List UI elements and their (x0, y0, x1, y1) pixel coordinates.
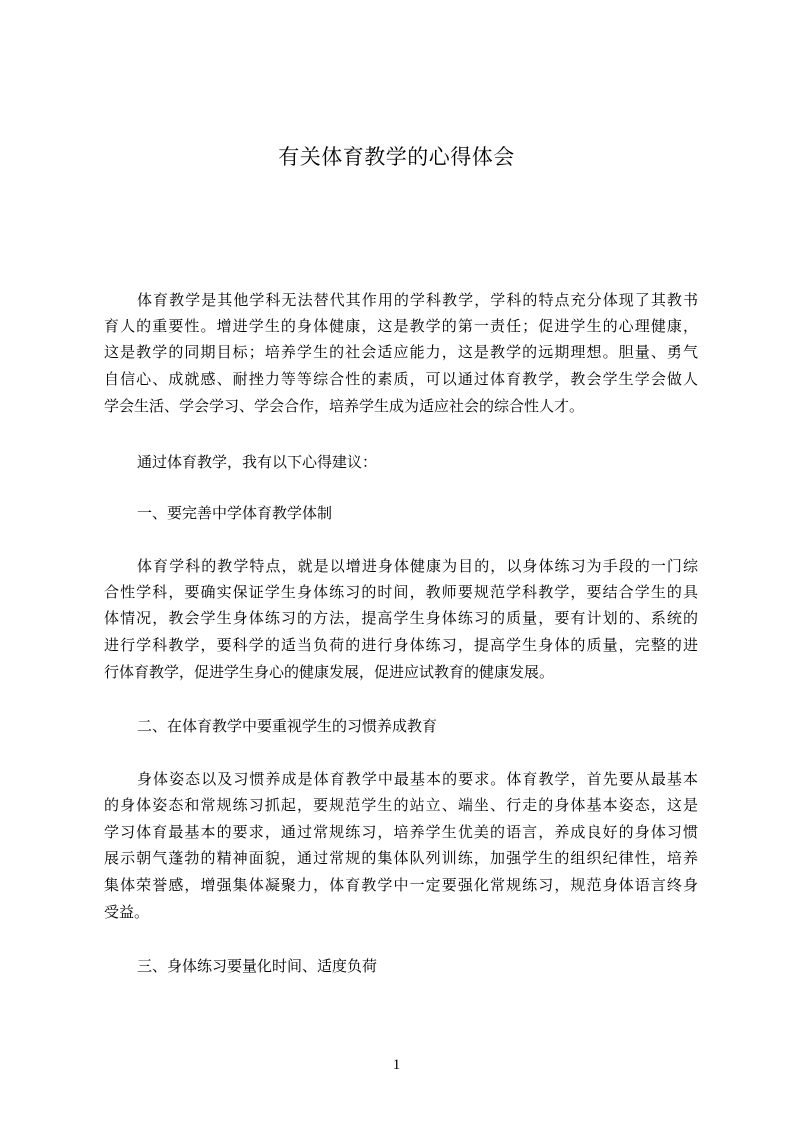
section-line: 体情况，教会学生身体练习的方法，提高学生身体练习的质量，要有计划的、系统的 (104, 609, 698, 627)
intro-line: 育人的重要性。增进学生的身体健康，这是教学的第一责任；促进学生的心理健康， (104, 317, 698, 335)
intro-line: 自信心、成就感、耐挫力等等综合性的素质，可以通过体育教学，教会学生学会做人 (104, 370, 698, 388)
intro-line: 学会生活、学会学习、学会合作，培养学生成为适应社会的综合性人才。 (104, 397, 585, 415)
section-heading: 二、在体育教学中要重视学生的习惯养成教育 (137, 717, 438, 735)
section-line: 学习体育最基本的要求，通过常规练习，培养学生优美的语言，养成良好的身体习惯 (104, 823, 698, 841)
section-line: 受益。 (104, 903, 150, 921)
section-line: 身体姿态以及习惯养成是体育教学中最基本的要求。体育教学，首先要从最基本 (137, 770, 698, 788)
section-line: 集体荣誉感，增强集体凝聚力，体育教学中一定要强化常规练习，规范身体语言终身 (104, 876, 698, 894)
document-title: 有关体育教学的心得体会 (278, 145, 515, 169)
intro-line: 体育教学是其他学科无法替代其作用的学科教学，学科的特点充分体现了其教书 (137, 291, 698, 309)
page-number: 1 (392, 1057, 401, 1073)
section-heading: 三、身体练习要量化时间、适度负荷 (137, 957, 378, 975)
section-line: 的身体姿态和常规练习抓起，要规范学生的站立、端坐、行走的身体基本姿态，这是 (104, 796, 698, 814)
lead-in-text: 通过体育教学，我有以下心得建议： (137, 453, 378, 471)
intro-line: 这是教学的同期目标；培养学生的社会适应能力，这是教学的远期理想。胆量、勇气 (104, 343, 698, 361)
section-line: 进行学科教学，要科学的适当负荷的进行身体练习，提高学生身体的质量，完整的进 (104, 636, 698, 654)
section-line: 体育学科的教学特点，就是以增进身体健康为目的，以身体练习为手段的一门综 (137, 557, 698, 575)
section-heading: 一、要完善中学体育教学体制 (137, 504, 333, 522)
section-line: 合性学科，要确实保证学生身体练习的时间，教师要规范学科教学，要结合学生的具 (104, 583, 698, 601)
section-line: 展示朝气蓬勃的精神面貌，通过常规的集体队列训练，加强学生的组织纪律性，培养 (104, 849, 698, 867)
section-line: 行体育教学，促进学生身心的健康发展，促进应试教育的健康发展。 (104, 663, 555, 681)
